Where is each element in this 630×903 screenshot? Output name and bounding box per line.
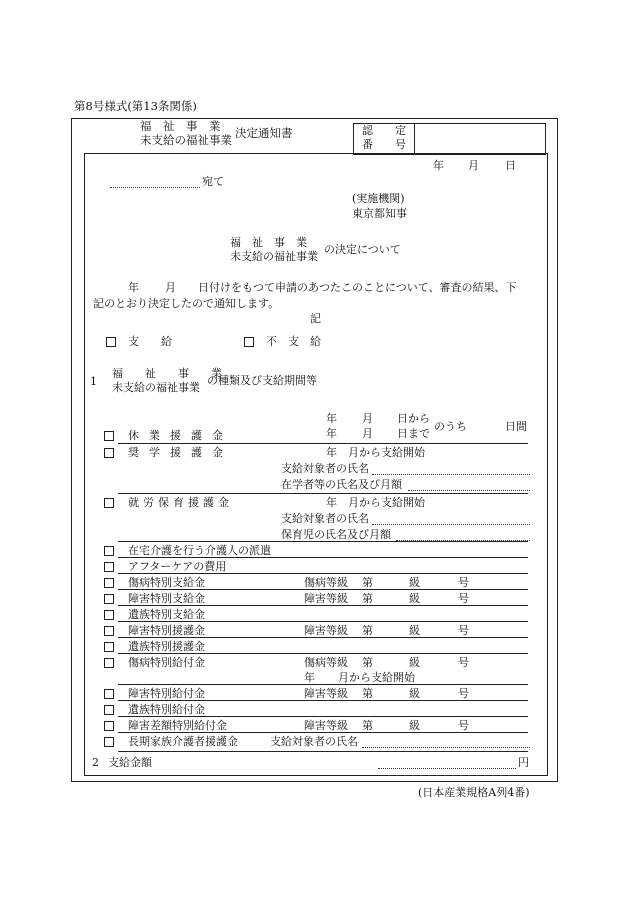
choki-target-line[interactable]: [362, 747, 530, 748]
grade-go: 号: [458, 624, 469, 637]
shogaku-target-line[interactable]: [372, 474, 530, 475]
cert-label-1: 認 定: [362, 124, 406, 137]
cert-label-2: 番 号: [362, 138, 406, 151]
grade-label: 傷病等級: [304, 576, 348, 589]
addressee-line[interactable]: [110, 187, 200, 188]
subject-line1: 福 祉 事 業: [230, 236, 307, 249]
document-title: 決定通知書: [235, 126, 293, 140]
section1-suffix: の種類及び支給期間等: [207, 374, 317, 387]
kyugyo-label: 休業援護金: [128, 429, 233, 442]
izoku-engo-label: 遺族特別援護金: [128, 640, 205, 653]
period-to: 日まで: [397, 427, 430, 440]
grade-dai: 第: [362, 719, 373, 732]
date-month: 月: [468, 159, 479, 172]
shobyo-tokubetsu-checkbox[interactable]: [104, 578, 114, 588]
shogai-tokubetsu-checkbox[interactable]: [104, 594, 114, 604]
grade-go: 号: [458, 576, 469, 589]
choki-checkbox[interactable]: [104, 737, 114, 747]
grade-kyu: 級: [409, 687, 420, 700]
footer-note: (日本産業規格A列4番): [418, 786, 530, 799]
section1-line2: 未支給の福祉事業: [112, 381, 200, 394]
grade-label: 障害等級: [304, 719, 348, 732]
izoku-kyufu-checkbox[interactable]: [104, 705, 114, 715]
zaitaku-label: 在宅介護を行う介護人の派遣: [128, 544, 271, 557]
grade-dai: 第: [362, 592, 373, 605]
shuro-child-label: 保育児の氏名及び月額: [281, 528, 391, 541]
grade-go: 号: [458, 592, 469, 605]
period-year1: 年: [326, 412, 337, 425]
section1-number: 1: [90, 375, 97, 388]
grade-kyu: 級: [409, 576, 420, 589]
shuro-year: 年: [326, 496, 337, 509]
section2-number: 2: [92, 756, 99, 769]
grade-dai: 第: [362, 624, 373, 637]
shogaku-start: 月から支給開始: [348, 446, 425, 459]
shuro-label: 就労保育援護金: [128, 496, 233, 509]
shogaku-year: 年: [326, 446, 337, 459]
izoku-tokubetsu-checkbox[interactable]: [104, 610, 114, 620]
amount-line[interactable]: [378, 768, 516, 769]
aftercare-label: アフターケアの費用: [128, 560, 227, 573]
subject-suffix: の決定について: [324, 243, 401, 256]
period-from: 日から: [397, 412, 430, 425]
izoku-engo-checkbox[interactable]: [104, 642, 114, 652]
pay-label: 支 給: [128, 335, 172, 348]
amount-unit: 円: [518, 756, 529, 769]
period-month1: 月: [362, 412, 373, 425]
addressee-suffix: 宛て: [202, 175, 224, 188]
period-days: 日間: [505, 420, 527, 433]
aftercare-checkbox[interactable]: [104, 562, 114, 572]
grade-dai: 第: [362, 576, 373, 589]
body-month: 月: [165, 281, 176, 294]
izoku-tokubetsu-label: 遺族特別支給金: [128, 608, 205, 621]
grade-kyu: 級: [409, 624, 420, 637]
grade-dai: 第: [362, 656, 373, 669]
choki-target-label: 支給対象者の氏名: [270, 735, 358, 748]
shogai-tokubetsu-label: 障害特別支給金: [128, 592, 205, 605]
period-year2: 年: [326, 427, 337, 440]
shogaku-target-label: 支給対象者の氏名: [281, 462, 369, 475]
form-label: 第8号様式(第13条関係): [74, 99, 197, 113]
shuro-target-label: 支給対象者の氏名: [281, 512, 369, 525]
shogaku-checkbox[interactable]: [104, 448, 114, 458]
subject-line2: 未支給の福祉事業: [230, 250, 318, 263]
period-within: のうち: [434, 420, 467, 433]
grade-label: 障害等級: [304, 592, 348, 605]
no-pay-checkbox[interactable]: [244, 337, 254, 347]
grade-label: 障害等級: [304, 624, 348, 637]
shobyo-kyufu-start: 月から支給開始: [338, 671, 415, 684]
body-line2: 記のとおり決定したので通知します。: [93, 297, 280, 310]
shogaku-student-line[interactable]: [408, 490, 530, 491]
issuer-name: 東京都知事: [352, 207, 407, 220]
ki-label: 記: [310, 312, 321, 325]
body-year: 年: [128, 281, 139, 294]
shobyo-tokubetsu-label: 傷病特別支給金: [128, 576, 205, 589]
date-day: 日: [505, 159, 516, 172]
grade-kyu: 級: [409, 592, 420, 605]
grade-kyu: 級: [409, 656, 420, 669]
grade-label: 障害等級: [304, 687, 348, 700]
grade-dai: 第: [362, 687, 373, 700]
shobyo-kyufu-checkbox[interactable]: [104, 658, 114, 668]
date-year: 年: [433, 159, 444, 172]
shogaku-label: 奨学援護金: [128, 446, 233, 459]
izoku-kyufu-label: 遺族特別給付金: [128, 703, 205, 716]
title-line1: 福 祉 事 業: [140, 119, 221, 133]
shobyo-kyufu-year: 年: [304, 671, 315, 684]
grade-go: 号: [458, 656, 469, 669]
issuer-label: (実施機関): [352, 192, 405, 205]
zaitaku-checkbox[interactable]: [104, 546, 114, 556]
shogai-kyufu-checkbox[interactable]: [104, 689, 114, 699]
kyugyo-checkbox[interactable]: [104, 431, 114, 441]
grade-go: 号: [458, 719, 469, 732]
shogai-engo-checkbox[interactable]: [104, 626, 114, 636]
shogaku-student-label: 在学者等の氏名及び月額: [281, 478, 402, 491]
grade-label: 傷病等級: [304, 656, 348, 669]
pay-checkbox[interactable]: [106, 337, 116, 347]
section2-label: 支給金額: [108, 756, 152, 769]
shobyo-kyufu-label: 傷病特別給付金: [128, 656, 205, 669]
shogai-engo-label: 障害特別援護金: [128, 624, 205, 637]
body-line1: 日付けをもつて申請のあつたこのことについて、審査の結果、下: [198, 281, 517, 294]
grade-go: 号: [458, 687, 469, 700]
section1-line1: 福 祉 事 業: [112, 367, 222, 380]
no-pay-label: 不 支 給: [266, 335, 321, 348]
choki-label: 長期家族介護者援護金: [128, 735, 238, 748]
period-month2: 月: [362, 427, 373, 440]
shuro-checkbox[interactable]: [104, 498, 114, 508]
shogai-sagaku-checkbox[interactable]: [104, 721, 114, 731]
shogai-sagaku-label: 障害差額特別給付金: [128, 719, 227, 732]
shuro-start: 月から支給開始: [348, 496, 425, 509]
shogai-kyufu-label: 障害特別給付金: [128, 687, 205, 700]
grade-kyu: 級: [409, 719, 420, 732]
shuro-target-line[interactable]: [372, 524, 530, 525]
title-line2: 未支給の福祉事業: [140, 133, 232, 147]
